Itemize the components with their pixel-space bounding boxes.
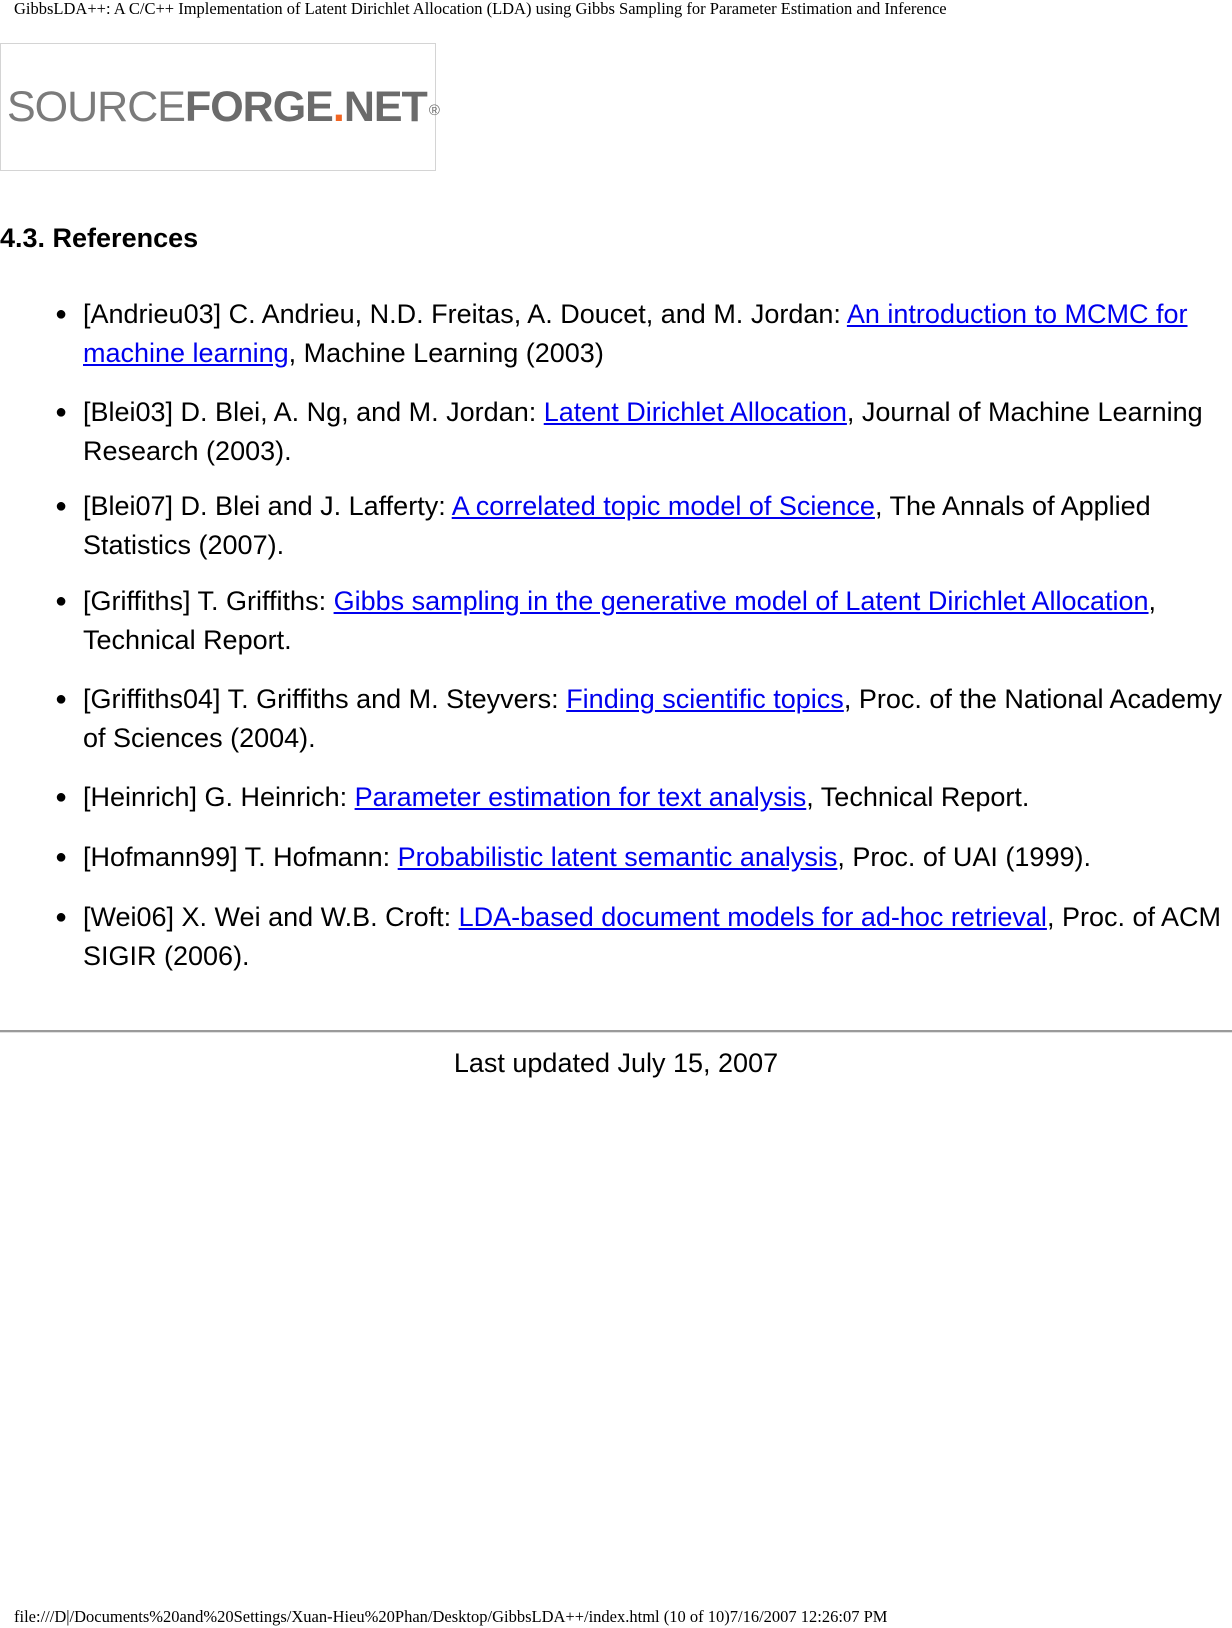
reference-link[interactable]: Parameter estimation for text analysis (354, 782, 807, 812)
print-header: GibbsLDA++: A C/C++ Implementation of Latent Dirichlet Allocation (LDA) using Gibbs Sampling for Parameter Estimation and Inference (14, 0, 947, 18)
reference-link[interactable]: LDA-based document models for ad-hoc retrieval (458, 902, 1047, 932)
reference-item (55, 582, 1223, 660)
reference-item (55, 898, 1223, 976)
reference-link[interactable]: Latent Dirichlet Allocation (543, 397, 847, 427)
reference-text: [Griffiths] T. Griffiths: (83, 586, 334, 616)
reference-suffix: , Technical Report. (83, 586, 1157, 655)
bullet-icon: ● (55, 786, 68, 808)
reference-link[interactable]: Finding scientific topics (566, 684, 844, 714)
reference-link[interactable]: A correlated topic model of Science (451, 491, 875, 521)
logo-forge: FORGE (184, 83, 333, 131)
reference-suffix: , Proc. of the National Academy of Sciences (2004). (83, 684, 1223, 753)
reference-text: [Blei03] D. Blei, A. Ng, and M. Jordan: (83, 397, 544, 427)
reference-text: [Hofmann99] T. Hofmann: (83, 842, 398, 872)
reference-text: [Heinrich] G. Heinrich: (83, 782, 355, 812)
reference-item (55, 778, 1223, 817)
reference-link[interactable]: An introduction to MCMC for machine learning (83, 299, 1188, 368)
reference-item (55, 295, 1223, 373)
reference-item (55, 680, 1223, 758)
bullet-icon: ● (55, 688, 68, 710)
sourceforge-logo-text (7, 82, 439, 132)
bullet-icon: ● (55, 303, 68, 325)
section-title: 4.3. References (0, 223, 199, 253)
registered-mark: ® (428, 102, 439, 119)
print-footer: file:///D|/Documents%20and%20Settings/Xuan-Hieu%20Phan/Desktop/GibbsLDA++/index.html (10 of 10)7/16/2007 12:26:07 PM (14, 1607, 888, 1626)
reference-text: [Andrieu03] C. Andrieu, N.D. Freitas, A. Doucet, and M. Jordan: (83, 299, 847, 329)
bullet-icon: ● (55, 590, 68, 612)
reference-text: [Wei06] X. Wei and W.B. Croft: (83, 902, 459, 932)
reference-suffix: , Proc. of UAI (1999). (837, 842, 1091, 872)
logo-dot: . (332, 83, 344, 131)
reference-text: [Blei07] D. Blei and J. Lafferty: (83, 491, 452, 521)
horizontal-rule (0, 1030, 1232, 1033)
reference-suffix: , Journal of Machine Learning Research (2003). (83, 397, 1203, 466)
reference-suffix: , The Annals of Applied Statistics (2007). (83, 491, 1151, 560)
reference-suffix: , Proc. of ACM SIGIR (2006). (83, 902, 1221, 971)
sourceforge-logo[interactable] (0, 43, 439, 171)
bullet-icon: ● (55, 846, 68, 868)
reference-suffix: , Machine Learning (2003) (288, 338, 604, 368)
reference-item (55, 393, 1223, 471)
bullet-icon: ● (55, 906, 68, 928)
reference-item (55, 487, 1223, 565)
bullet-icon: ● (55, 495, 68, 517)
reference-item (55, 838, 1223, 877)
reference-link[interactable]: Probabilistic latent semantic analysis (397, 842, 838, 872)
logo-net: NET (343, 83, 427, 131)
last-updated: Last updated July 15, 2007 (453, 1048, 779, 1078)
logo-source: SOURCE (7, 83, 185, 131)
reference-suffix: , Technical Report. (806, 782, 1030, 812)
bullet-icon: ● (55, 401, 68, 423)
reference-link[interactable]: Gibbs sampling in the generative model of Latent Dirichlet Allocation (333, 586, 1149, 616)
reference-text: [Griffiths04] T. Griffiths and M. Steyvers: (83, 684, 567, 714)
